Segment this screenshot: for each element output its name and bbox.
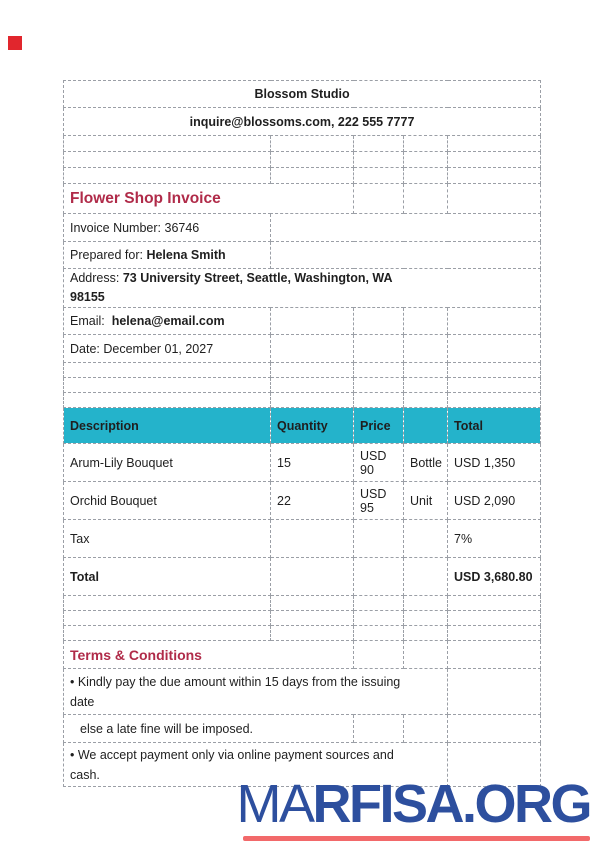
empty-cell bbox=[448, 641, 541, 669]
empty-cell bbox=[271, 596, 354, 611]
terms-bullet-2-line2: cash. bbox=[70, 767, 100, 782]
empty-cell bbox=[271, 558, 354, 596]
address-label: Address: bbox=[70, 271, 120, 285]
spacer-row bbox=[64, 626, 541, 641]
empty-cell bbox=[271, 520, 354, 558]
empty-cell bbox=[271, 168, 354, 184]
invoice-sheet bbox=[63, 80, 541, 787]
tax-value: 7% bbox=[448, 520, 541, 558]
empty-cell bbox=[271, 308, 354, 335]
prepared-for-cell bbox=[64, 242, 271, 269]
terms-bullet-1-line2: date bbox=[70, 694, 95, 709]
empty-cell bbox=[448, 168, 541, 184]
empty-cell bbox=[64, 626, 271, 641]
empty-cell bbox=[404, 363, 448, 378]
total-value: USD 3,680.80 bbox=[448, 558, 541, 596]
empty-cell bbox=[354, 168, 404, 184]
spacer-row bbox=[64, 596, 541, 611]
table-row bbox=[64, 669, 541, 715]
spacer-row bbox=[64, 136, 541, 152]
terms-bullet-1-line1: • Kindly pay the due amount within 15 days from the issuing bbox=[70, 674, 401, 689]
empty-cell bbox=[271, 393, 354, 408]
terms-title: Terms & Conditions bbox=[70, 646, 202, 663]
table-row bbox=[64, 715, 541, 743]
empty-cell bbox=[404, 393, 448, 408]
tax-label: Tax bbox=[64, 520, 271, 558]
empty-cell bbox=[271, 611, 354, 626]
empty-cell bbox=[448, 611, 541, 626]
empty-cell bbox=[404, 168, 448, 184]
empty-cell bbox=[354, 596, 404, 611]
invoice-number-cell bbox=[64, 214, 271, 242]
total-row bbox=[64, 558, 541, 596]
email-cell bbox=[64, 308, 271, 335]
empty-cell bbox=[404, 626, 448, 641]
table-row bbox=[64, 335, 541, 363]
empty-cell bbox=[404, 152, 448, 168]
column-header-quantity: Quantity bbox=[271, 408, 354, 444]
empty-cell bbox=[354, 335, 404, 363]
empty-cell bbox=[404, 308, 448, 335]
empty-cell bbox=[271, 335, 354, 363]
prepared-for-label: Prepared for: bbox=[70, 248, 143, 262]
table-row bbox=[64, 214, 541, 242]
item-total: USD 1,350 bbox=[448, 444, 541, 482]
empty-cell bbox=[448, 393, 541, 408]
date-value: December 01, 2027 bbox=[103, 341, 214, 356]
empty-cell bbox=[354, 136, 404, 152]
empty-cell bbox=[64, 168, 271, 184]
item-row bbox=[64, 482, 541, 520]
empty-cell bbox=[404, 378, 448, 393]
empty-cell bbox=[271, 152, 354, 168]
item-total: USD 2,090 bbox=[448, 482, 541, 520]
empty-cell bbox=[354, 308, 404, 335]
empty-cell bbox=[271, 136, 354, 152]
shop-contact: inquire@blossoms.com, 222 555 7777 bbox=[64, 108, 541, 136]
terms-note-cell bbox=[64, 715, 354, 743]
empty-cell bbox=[354, 363, 404, 378]
invoice-title-cell bbox=[64, 184, 354, 214]
item-price: USD 90 bbox=[354, 444, 404, 482]
address-value-line2: 98155 bbox=[70, 290, 105, 304]
empty-cell bbox=[448, 715, 541, 743]
items-header-row bbox=[64, 408, 541, 444]
empty-cell bbox=[448, 184, 541, 214]
empty-cell bbox=[448, 308, 541, 335]
terms-title-cell bbox=[64, 641, 354, 669]
spacer-row bbox=[64, 378, 541, 393]
email-value: helena@email.com bbox=[111, 314, 225, 328]
date-label: Date: bbox=[70, 341, 100, 356]
logo-underline bbox=[243, 836, 590, 841]
empty-cell bbox=[354, 393, 404, 408]
empty-cell bbox=[448, 152, 541, 168]
spacer-row bbox=[64, 168, 541, 184]
empty-cell bbox=[271, 242, 541, 269]
empty-cell bbox=[404, 520, 448, 558]
item-quantity: 15 bbox=[271, 444, 354, 482]
logo-text-bold: RFISA.ORG bbox=[312, 774, 590, 834]
empty-cell bbox=[354, 184, 404, 214]
date-cell bbox=[64, 335, 271, 363]
empty-cell bbox=[271, 626, 354, 641]
empty-cell bbox=[448, 669, 541, 715]
empty-cell bbox=[64, 152, 271, 168]
empty-cell bbox=[354, 378, 404, 393]
empty-cell bbox=[354, 715, 404, 743]
empty-cell bbox=[448, 335, 541, 363]
terms-bullet-2-line1: • We accept payment only via online payment sources and bbox=[70, 747, 394, 762]
item-description: Arum-Lily Bouquet bbox=[64, 444, 271, 482]
empty-cell bbox=[271, 363, 354, 378]
item-price: USD 95 bbox=[354, 482, 404, 520]
column-header-total: Total bbox=[448, 408, 541, 444]
invoice-number-value: 36746 bbox=[164, 220, 200, 235]
invoice-title: Flower Shop Invoice bbox=[70, 189, 221, 207]
empty-cell bbox=[271, 214, 541, 242]
empty-cell bbox=[404, 184, 448, 214]
column-header-description: Description bbox=[64, 408, 271, 444]
table-row bbox=[64, 108, 541, 136]
empty-cell bbox=[354, 611, 404, 626]
empty-cell bbox=[64, 611, 271, 626]
empty-cell bbox=[404, 136, 448, 152]
address-cell bbox=[64, 269, 541, 308]
terms-bullet-1 bbox=[64, 669, 448, 715]
table-row bbox=[64, 184, 541, 214]
empty-cell bbox=[64, 596, 271, 611]
tax-row bbox=[64, 520, 541, 558]
table-row bbox=[64, 641, 541, 669]
column-header-price: Price bbox=[354, 408, 404, 444]
email-label: Email: bbox=[70, 314, 105, 328]
marfisa-logo bbox=[236, 776, 590, 832]
empty-cell bbox=[64, 136, 271, 152]
empty-cell bbox=[354, 558, 404, 596]
table-row bbox=[64, 81, 541, 108]
spacer-row bbox=[64, 611, 541, 626]
empty-cell bbox=[448, 626, 541, 641]
table-row bbox=[64, 242, 541, 269]
empty-cell bbox=[271, 378, 354, 393]
item-description: Orchid Bouquet bbox=[64, 482, 271, 520]
empty-cell bbox=[64, 378, 271, 393]
empty-cell bbox=[404, 611, 448, 626]
empty-cell bbox=[354, 152, 404, 168]
empty-cell bbox=[64, 363, 271, 378]
column-header-unit bbox=[404, 408, 448, 444]
empty-cell bbox=[448, 378, 541, 393]
item-quantity: 22 bbox=[271, 482, 354, 520]
item-row bbox=[64, 444, 541, 482]
spacer-row bbox=[64, 152, 541, 168]
empty-cell bbox=[64, 393, 271, 408]
customer-name: Helena Smith bbox=[146, 248, 226, 262]
empty-cell bbox=[354, 520, 404, 558]
empty-cell bbox=[404, 558, 448, 596]
empty-cell bbox=[404, 335, 448, 363]
total-label: Total bbox=[64, 558, 271, 596]
empty-cell bbox=[404, 596, 448, 611]
empty-cell bbox=[354, 641, 404, 669]
table-row bbox=[64, 308, 541, 335]
table-row bbox=[64, 269, 541, 308]
invoice-number-label: Invoice Number: bbox=[70, 220, 162, 235]
empty-cell bbox=[404, 641, 448, 669]
item-unit: Unit bbox=[404, 482, 448, 520]
empty-cell bbox=[404, 715, 448, 743]
terms-note: else a late fine will be imposed. bbox=[80, 721, 254, 736]
empty-cell bbox=[448, 136, 541, 152]
spacer-row bbox=[64, 393, 541, 408]
empty-cell bbox=[354, 626, 404, 641]
item-unit: Bottle bbox=[404, 444, 448, 482]
brand-mark-square bbox=[8, 36, 22, 50]
logo-text-light: MA bbox=[236, 774, 313, 834]
spacer-row bbox=[64, 363, 541, 378]
empty-cell bbox=[448, 596, 541, 611]
address-value-line1: 73 University Street, Seattle, Washington, WA bbox=[122, 271, 393, 285]
shop-name: Blossom Studio bbox=[64, 81, 541, 108]
empty-cell bbox=[448, 363, 541, 378]
